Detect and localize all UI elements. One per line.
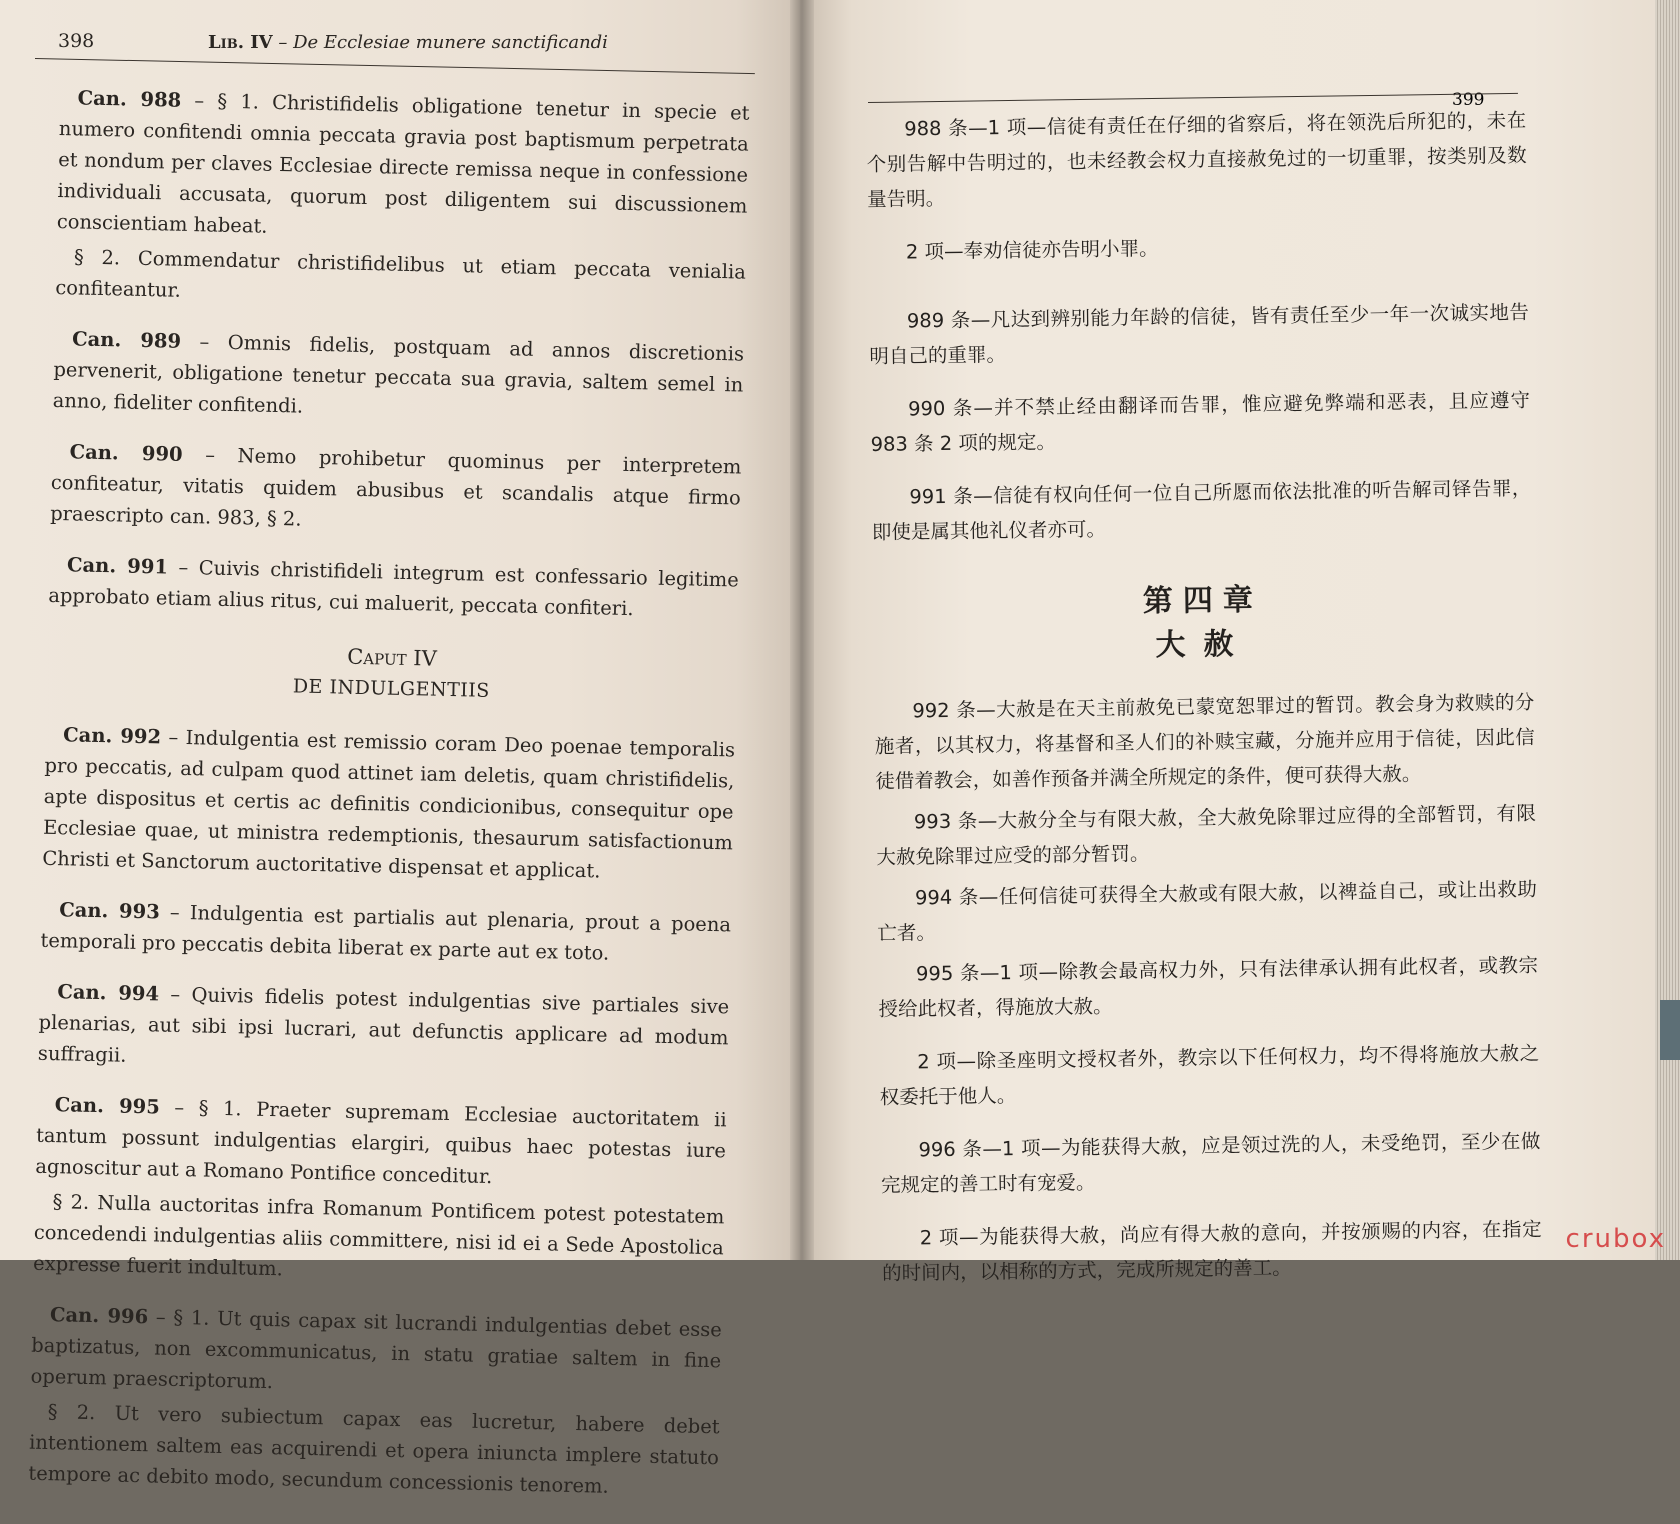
canon-text: – Indulgentia est remissio coram Deo poenae temporalis pro peccatis, ad culpam quod attinet iam deletis, quam christifidelis, apte dispositus et certis ac definitis condicionibus, consequitur ope Ecclesiae quae, ut ministra redemptionis, thesaurum satisfactionum Christi et Sanctorum auctoritative dispensat et applicat. [42,725,736,883]
canon-text: – § 1. Praeter supremam Ecclesiae auctoritatem ii tantum possunt indulgentias elargiri, quibus haec potestas iure agnoscitur aut a Romano Pontifice conceditur. [35,1095,727,1189]
canon-paragraph [42,719,735,890]
canon-paragraph-zh: 995 条—1 项—除教会最高权力外，只有法律承认拥有此权者，或教宗授给此权者，得施放大赦。 [878,953,1539,1021]
canon-paragraph-zh: 996 条—1 项—为能获得大赦，应是领过洗的人，未受绝罚，至少在做完规定的善工时有宠爱。 [880,1129,1541,1197]
canon-paragraph [48,549,739,627]
caput-heading [46,635,737,713]
canon-number: Can. 995 [54,1093,161,1119]
canon-text: – Indulgentia est partialis aut plenaria, prout a poena temporali pro peccatis debita liberat ex parte aut ex toto. [40,900,732,965]
canon-paragraph-zh: 993 条—大赦分全与有限大赦，全大赦免除罪过应得的全部暂罚，有限大赦免除罪过应受的部分暂罚。 [876,801,1537,869]
canon-paragraph-zh: 2 项—为能获得大赦，尚应有得大赦的意向，并按颁赐的内容，在指定的时间内，以相称的方式，完成所规定的善工。 [882,1217,1542,1285]
right-page-number: 399 [1452,90,1485,110]
canon-text: § 2. Commendatur christifidelibus ut etiam peccata venialia confiteantur. [55,245,747,302]
canon-paragraph [33,1186,725,1295]
running-head [208,32,608,53]
left-page [0,0,800,1498]
left-page-number: 398 [58,30,95,52]
canon-paragraph [28,1396,720,1505]
canon-paragraph-zh: 988 条—1 项—信徒有责任在仔细的省察后，将在领洗后所犯的，未在个别告解中告明过的，也未经教会权力直接赦免过的一切重罪，按类别及数量告明。 [866,108,1527,211]
latin-text [28,82,750,1524]
chapter-title: 大赦 [1155,626,1252,664]
canon-number: Can. 994 [57,980,160,1006]
canon-paragraph [35,1089,727,1198]
canon-text: – § 1. Christifidelis obligatione tenetur in specie et numero confitendi omnia peccata gravia post baptismum perpetrata et nondum per claves Ecclesiae directe remissa neque in confessione individuali accusata, quorum post diligentem sui discussionem conscientiam habeat. [56,88,750,238]
left-page-header [40,30,760,58]
canon-paragraph-zh: 989 条—凡达到辨别能力年龄的信徒，皆有责任至少一年一次诚实地告明自己的重罪。 [869,300,1530,368]
canon-paragraph [30,1299,722,1408]
canon-paragraph [38,976,730,1085]
canon-paragraph-zh: 990 条—并不禁止经由翻译而告罪，惟应避免弊端和恶表，且应遵守 983 条 2 项的规定。 [870,388,1531,456]
caput-title: DE INDULGENTIIS [292,675,491,702]
canon-text: – Omnis fidelis, postquam ad annos discretionis pervenerit, obligatione tenetur peccata sua gravia, saltem semel in anno, fideliter confitendi. [52,329,745,418]
canon-paragraph-zh: 2 项—奉劝信徒亦告明小罪。 [905,236,1159,264]
canon-paragraph [56,82,749,253]
canon-number: Can. 991 [66,553,169,579]
canon-text: – Quivis fidelis potest indulgentias sive partiales sive plenarias, aut sibi ipsi lucrari, aut defunctis applicare ad modum suffragii. [37,982,730,1067]
canon-number: Can. 988 [77,86,182,112]
canon-text: § 2. Nulla auctoritas infra Romanum Pontificem potest potestatem concedendi indulgentias aliis committere, nisi id ei a Sede Apostolica expresse fuerit indultum. [32,1190,725,1281]
canon-text: – § 1. Ut quis capax sit lucrandi indulgentias debet esse baptizatus, non excommunicatus, in statu gratiae saltem in fine operum praescriptorum. [30,1305,723,1394]
canon-paragraph-zh: 991 条—信徒有权向任何一位自己所愿而依法批准的听告解司铎告罪，即使是属其他礼仪者亦可。 [871,476,1532,544]
running-head-prefix: Lib. IV [208,32,273,53]
canon-number: Can. 993 [58,898,161,924]
left-header-rule [35,58,755,74]
running-head-title: – De Ecclesiae munere sanctificandi [278,32,608,53]
page-block-edge [1655,0,1680,1260]
canon-paragraph-zh: 2 项—除圣座明文授权者外，教宗以下任何权力，均不得将施放大赦之权委托于他人。 [879,1041,1540,1109]
watermark: crubox [1565,1224,1666,1254]
book-gutter [790,0,814,1260]
canon-number: Can. 996 [49,1303,149,1329]
canon-number: Can. 992 [62,723,162,749]
chinese-text [866,103,1543,1309]
canon-paragraph-zh: 994 条—任何信徒可获得全大赦或有限大赦，以裨益自己，或让出救助亡者。 [877,877,1538,945]
canon-paragraph-zh: 992 条—大赦是在天主前赦免已蒙宽恕罪过的暂罚。教会身为救赎的分施者，以其权力，将基督和圣人们的补赎宝藏，分施并应用于信徒，因此信徒借着教会，如善作预备并满全所规定的条件，便可获得大赦。 [874,690,1535,793]
canon-paragraph [50,436,742,545]
canon-text: – Nemo prohibetur quominus per interpretem confiteatur, vitatis quidem abusibus et scandalis atque firmo praescripto can. 983, § 2. [49,442,742,531]
caput-number: Caput IV [346,644,438,671]
canon-paragraph [52,323,744,432]
chapter-heading [873,575,1534,672]
chapter-number: 第四章 [1142,582,1264,620]
canon-paragraph [55,241,746,319]
edge-tab [1660,1000,1680,1060]
canon-number: Can. 989 [71,327,182,353]
canon-number: Can. 990 [69,440,183,466]
canon-text: – Cuivis christifideli integrum est confessario legitime approbato etiam alius ritus, cui maluerit, peccata confiteri. [48,555,740,621]
canon-text: § 2. Ut vero subiectum capax eas lucretur, habere debet intentionem saltem eas acquirendi et opera iniuncta implere statuto tempore ac debito modo, secundum concessionis tenorem. [28,1400,720,1498]
canon-paragraph [40,894,731,972]
